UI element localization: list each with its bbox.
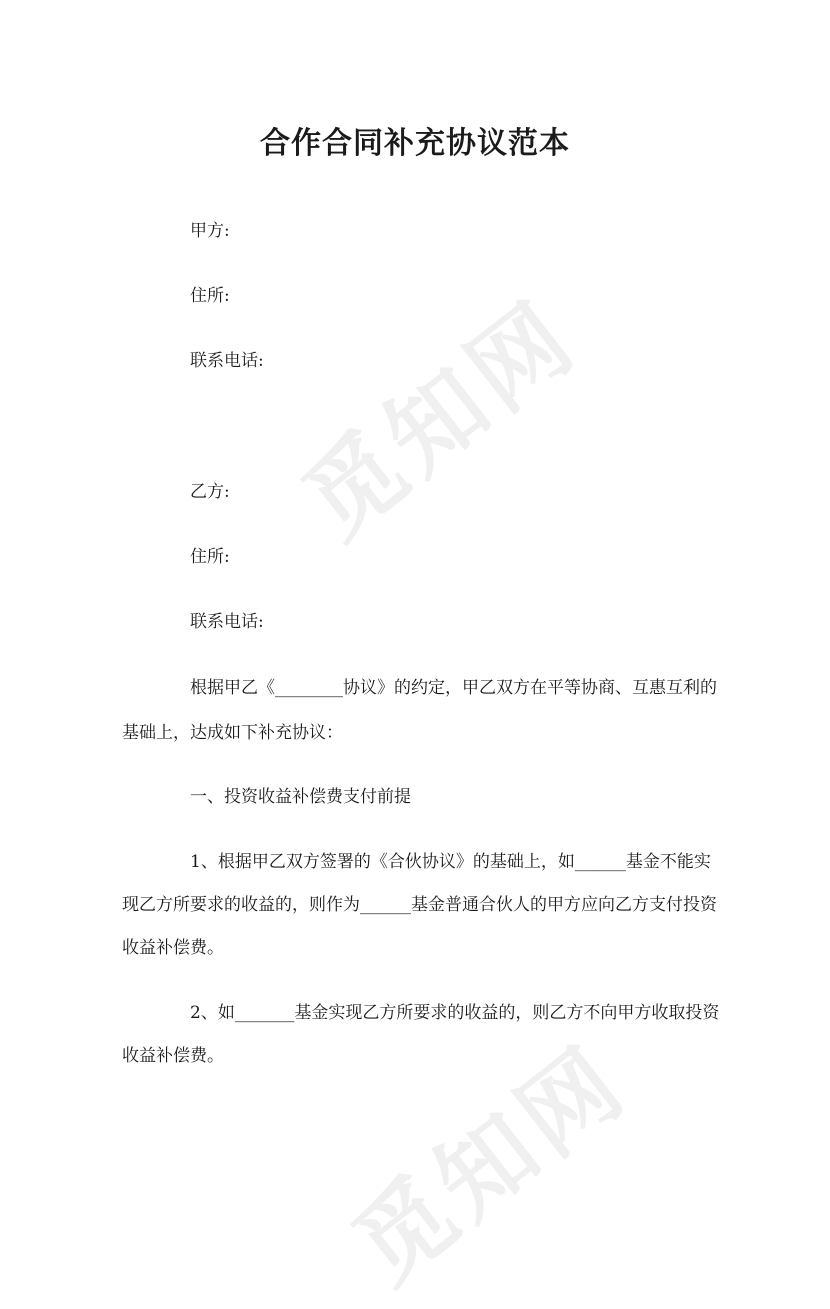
clause-1-line-1: 1、根据甲乙双方签署的《合伙协议》的基础上，如______基金不能实 <box>190 852 711 872</box>
section-heading: 一、投资收益补偿费支付前提 <box>190 787 411 807</box>
party-b-address-label: 住所: <box>190 547 230 567</box>
document-title: 合作合同补充协议范本 <box>260 126 570 161</box>
watermark: 觅知网 <box>283 279 599 560</box>
party-a-phone-label: 联系电话: <box>190 351 264 371</box>
party-b-label: 乙方: <box>190 482 230 502</box>
clause-1-line-2: 现乙方所要求的收益的，则作为______基金普通合伙人的甲方应向乙方支付投资 <box>122 895 717 915</box>
watermark: 觅知网 <box>333 1024 649 1305</box>
preamble-line-1: 根据甲乙《________协议》的约定，甲乙双方在平等协商、互惠互利的 <box>190 678 717 698</box>
party-b-phone-label: 联系电话: <box>190 612 264 632</box>
clause-1-line-3: 收益补偿费。 <box>122 938 224 958</box>
clause-2-line-2: 收益补偿费。 <box>122 1046 224 1066</box>
clause-2-line-1: 2、如_______基金实现乙方所要求的收益的，则乙方不向甲方收取投资 <box>190 1003 720 1023</box>
party-a-label: 甲方: <box>190 221 230 241</box>
preamble-line-2: 基础上，达成如下补充协议： <box>122 723 343 743</box>
party-a-address-label: 住所: <box>190 286 230 306</box>
